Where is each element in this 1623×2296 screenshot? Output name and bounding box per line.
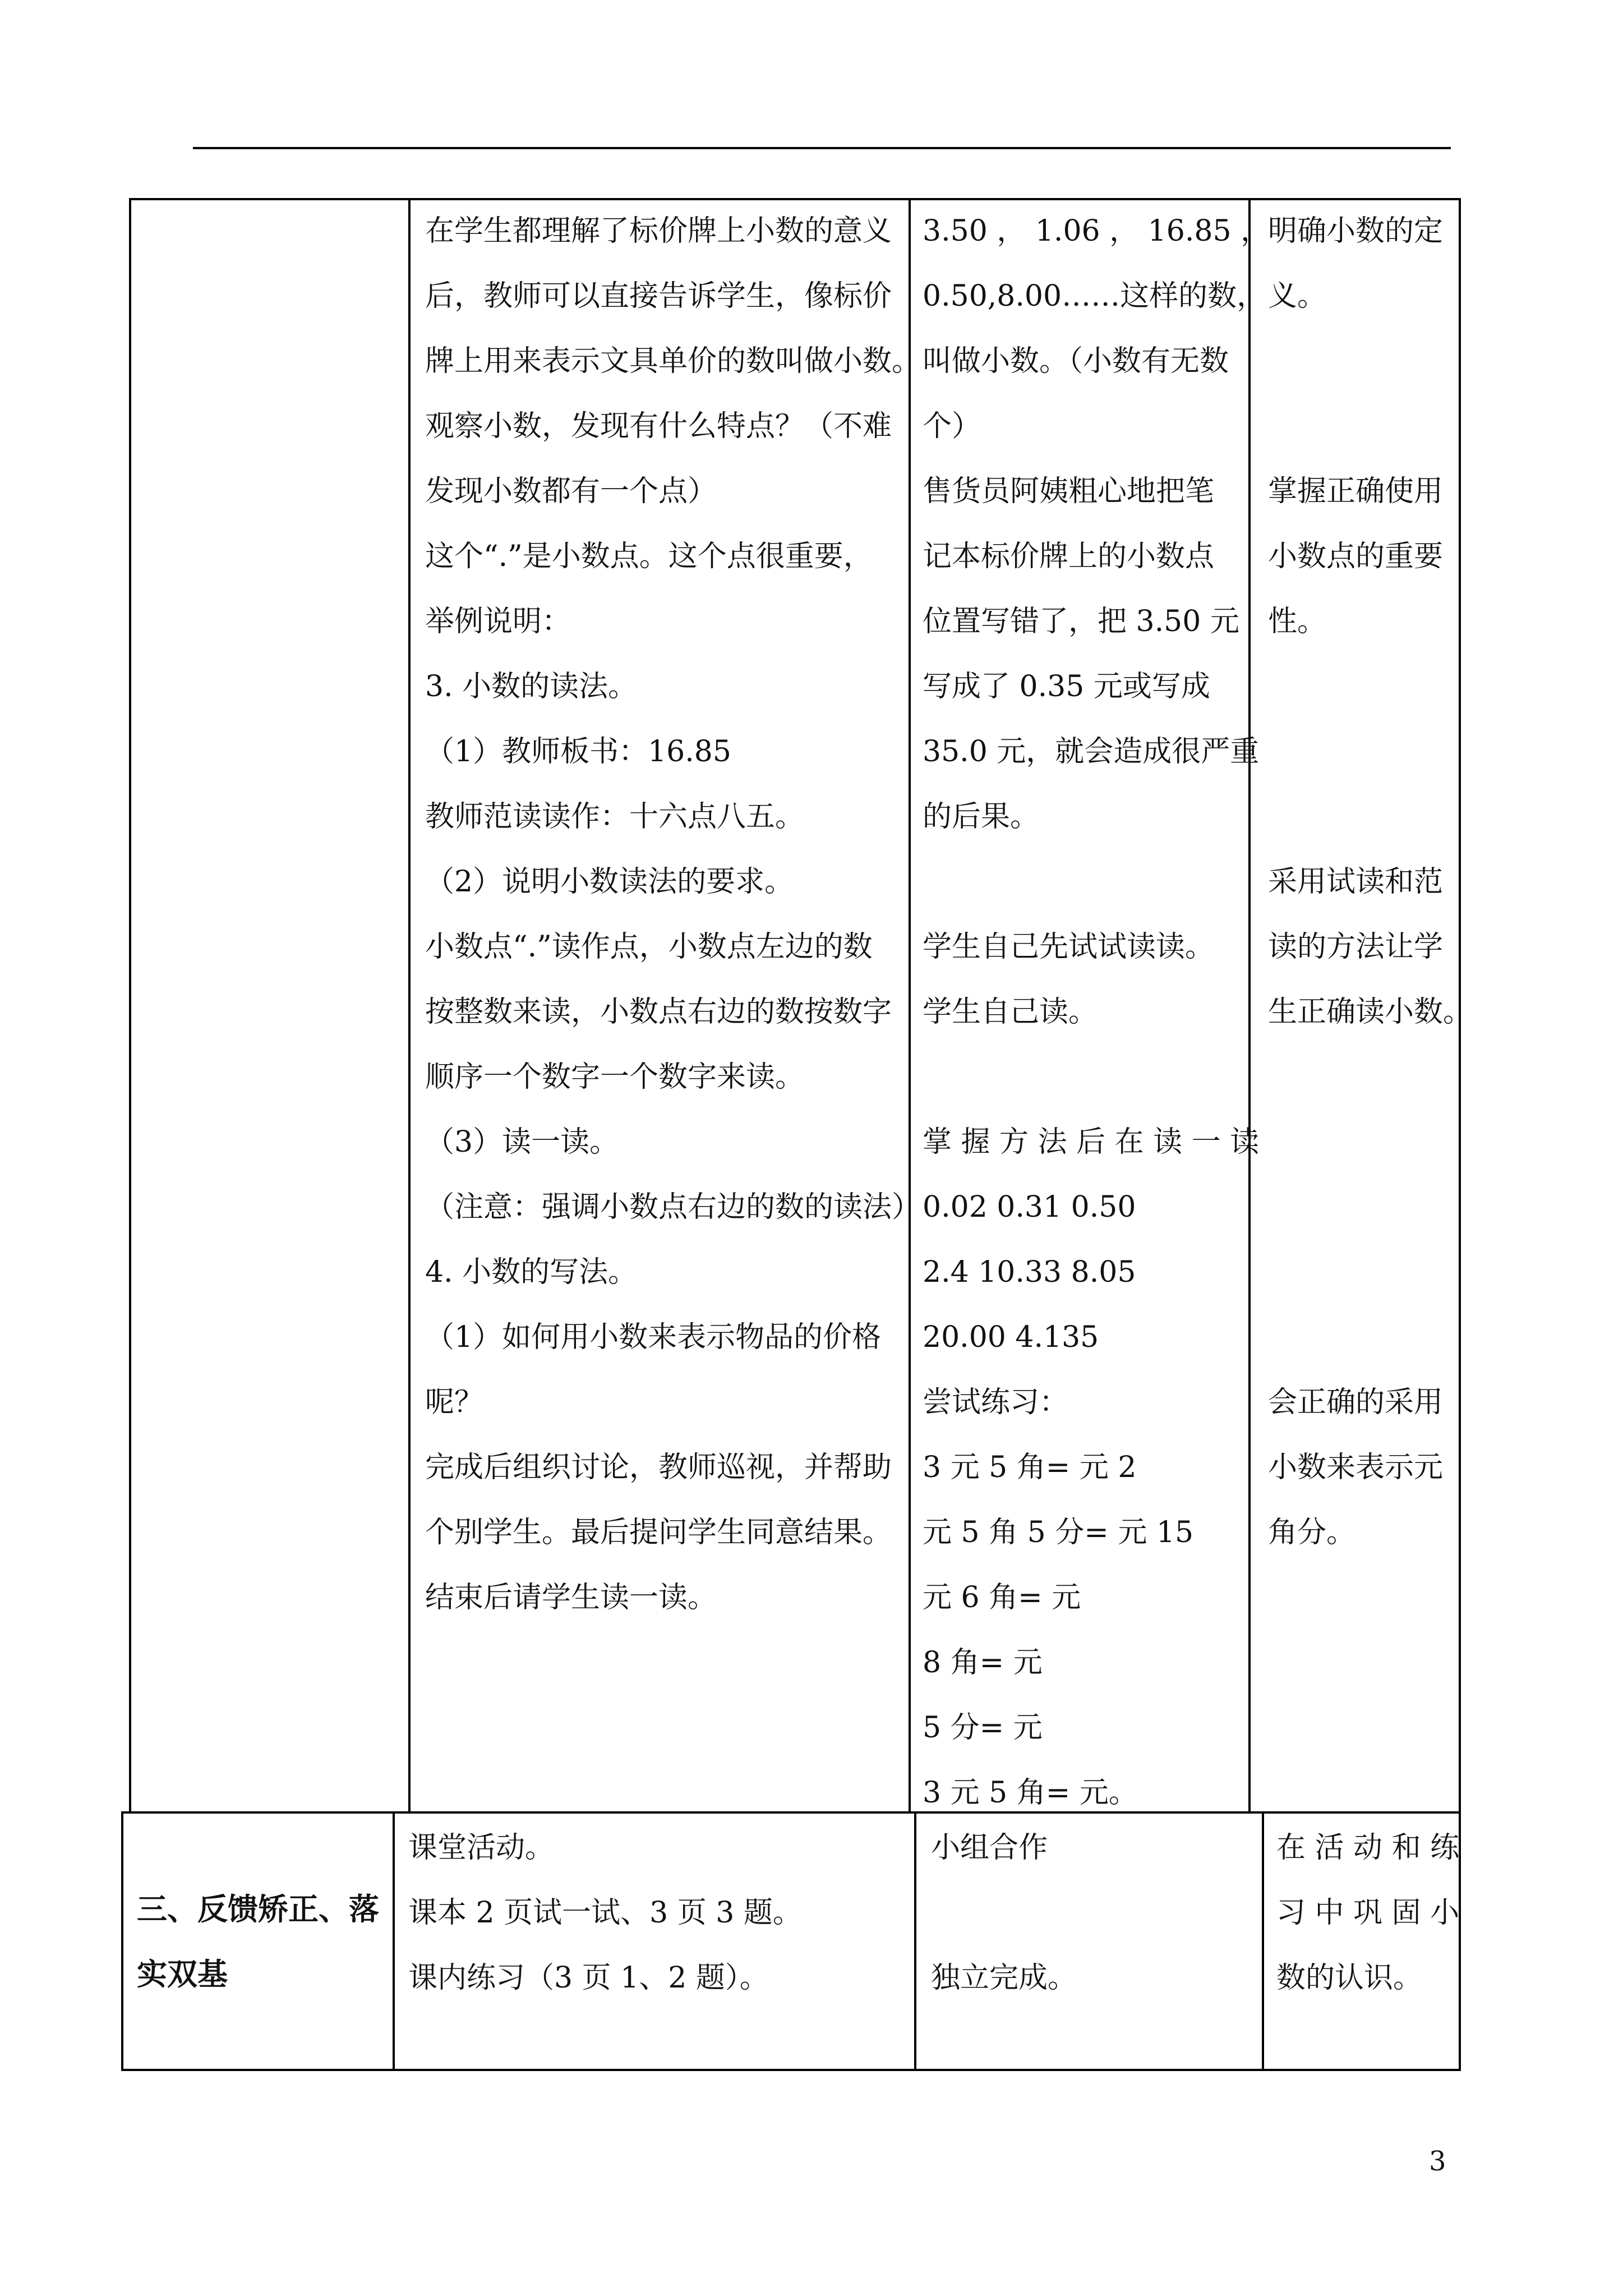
text-line <box>1268 329 1472 394</box>
text-line: 性。 <box>1268 605 1327 638</box>
text-line: 按整数来读，小数点右边的数按数字 <box>425 995 892 1029</box>
student-column <box>923 199 1270 1825</box>
text-line: 课本 2 页试一试、3 页 3 题。 <box>408 1896 802 1930</box>
text-line: 掌握正确使用 <box>1268 475 1444 508</box>
text-line <box>1268 1110 1472 1175</box>
text-line: 明确小数的定 <box>1268 214 1444 248</box>
text-line: 4. 小数的写法。 <box>425 1255 638 1289</box>
text-line: 的后果。 <box>923 800 1040 834</box>
text-line <box>1268 654 1472 719</box>
intent-column <box>1268 199 1472 1565</box>
text-line <box>1268 1240 1472 1305</box>
text-line: 独立完成。 <box>931 1961 1077 1995</box>
text-line: 读的方法让学 <box>1268 930 1444 964</box>
table-top-border <box>121 1811 1461 1814</box>
table-left-border <box>121 1811 123 2071</box>
text-line: 5 分= 元 <box>923 1711 1043 1745</box>
text-line: 在学生都理解了标价牌上小数的意义 <box>425 214 892 248</box>
text-line <box>923 849 1270 914</box>
table-left-border <box>129 198 131 1814</box>
text-line <box>923 1045 1270 1110</box>
text-line: 后，教师可以直接告诉学生，像标价 <box>425 279 892 313</box>
text-line: 小数来表示元 <box>1268 1451 1444 1484</box>
text-line: 义。 <box>1268 279 1327 313</box>
process-column <box>408 1815 802 2010</box>
text-line: 顺序一个数字一个数字来读。 <box>425 1060 805 1094</box>
text-line: 3 元 5 角= 元 2 <box>923 1451 1137 1484</box>
text-line <box>1268 394 1472 459</box>
text-line: 举例说明： <box>425 605 571 638</box>
text-line: 结束后请学生读一读。 <box>425 1581 717 1614</box>
text-line: 售货员阿姨粗心地把笔 <box>923 475 1215 508</box>
text-line: 0.50,8.00……这样的数， <box>923 279 1266 313</box>
text-line: 写成了 0.35 元或写成 <box>923 670 1210 703</box>
text-line: 采用试读和范 <box>1268 865 1444 899</box>
column-divider <box>914 1811 916 2071</box>
text-line: 会正确的采用 <box>1268 1386 1444 1419</box>
text-line: 观察小数，发现有什么特点？（不难 <box>425 409 892 443</box>
text-line: 呢？ <box>425 1386 484 1419</box>
student-column <box>931 1815 1077 2010</box>
text-line: 牌上用来表示文具单价的数叫做小数。 <box>425 344 921 378</box>
column-divider <box>408 198 411 1814</box>
text-line: 习 中 巩 固 小 <box>1276 1896 1460 1930</box>
text-line: 角分。 <box>1268 1516 1356 1549</box>
text-line: 35.0 元，就会造成很严重 <box>923 735 1260 769</box>
header-rule <box>193 147 1451 149</box>
text-line: 这个“.”是小数点。这个点很重要， <box>425 540 873 573</box>
text-line: 教师范读读作：十六点八五。 <box>425 800 805 834</box>
column-divider <box>393 1811 395 2071</box>
stage-title <box>137 1876 379 2007</box>
text-line: 元 5 角 5 分= 元 15 <box>923 1516 1194 1549</box>
text-line: 8 角= 元 <box>923 1646 1043 1680</box>
column-divider <box>1262 1811 1264 2071</box>
text-line: （3）读一读。 <box>425 1125 619 1159</box>
text-line: 发现小数都有一个点） <box>425 475 717 508</box>
text-line <box>1268 784 1472 849</box>
text-line: 个别学生。最后提问学生同意结果。 <box>425 1516 892 1549</box>
text-line: 小数点“.”读作点，小数点左边的数 <box>425 930 873 964</box>
text-line: 课堂活动。 <box>408 1831 555 1865</box>
text-line: 在 活 动 和 练 <box>1276 1831 1460 1865</box>
intent-column <box>1276 1815 1459 2010</box>
text-line: 实双基 <box>137 1956 228 1992</box>
text-line: 生正确读小数。 <box>1268 995 1473 1029</box>
text-line: 小组合作 <box>931 1831 1048 1865</box>
table-bottom-border <box>121 2069 1461 2071</box>
text-line <box>1268 719 1472 784</box>
text-line: 三、反馈矫正、落 <box>137 1891 379 1927</box>
text-line: 3.50 ， 1.06 ， 16.85 ， <box>923 214 1270 248</box>
text-line <box>1268 1045 1472 1110</box>
text-line: （注意：强调小数点右边的数的读法） <box>425 1190 921 1224</box>
text-line: 3 元 5 角= 元。 <box>923 1776 1138 1810</box>
text-line: 掌 握 方 法 后 在 读 一 读 <box>923 1125 1260 1159</box>
text-line: 小数点的重要 <box>1268 540 1444 573</box>
text-line: 2.4 10.33 8.05 <box>923 1255 1136 1289</box>
text-line: 完成后组织讨论，教师巡视，并帮助 <box>425 1451 892 1484</box>
text-line: 叫做小数。（小数有无数 <box>923 344 1229 378</box>
text-line <box>1268 1305 1472 1370</box>
text-line: （1）教师板书：16.85 <box>425 735 731 769</box>
text-line <box>1268 1175 1472 1240</box>
text-line <box>931 1880 1077 1945</box>
process-column <box>425 199 921 1630</box>
text-line: （2）说明小数读法的要求。 <box>425 865 794 899</box>
text-line: 个） <box>923 409 981 443</box>
text-line: 记本标价牌上的小数点 <box>923 540 1215 573</box>
text-line: 位置写错了，把 3.50 元 <box>923 605 1239 638</box>
text-line: 20.00 4.135 <box>923 1320 1099 1354</box>
text-line: 尝试练习： <box>923 1386 1069 1419</box>
text-line: 课内练习（3 页 1、2 题）。 <box>408 1961 769 1995</box>
text-line: 学生自己读。 <box>923 995 1098 1029</box>
text-line: 学生自己先试试读读。 <box>923 930 1215 964</box>
text-line: （1）如何用小数来表示物品的价格 <box>425 1320 882 1354</box>
page-number: 3 <box>1429 2146 1446 2177</box>
text-line: 数的认识。 <box>1276 1961 1423 1995</box>
text-line: 元 6 角= 元 <box>923 1581 1081 1614</box>
text-line: 0.02 0.31 0.50 <box>923 1190 1136 1224</box>
text-line: 3. 小数的读法。 <box>425 670 638 703</box>
